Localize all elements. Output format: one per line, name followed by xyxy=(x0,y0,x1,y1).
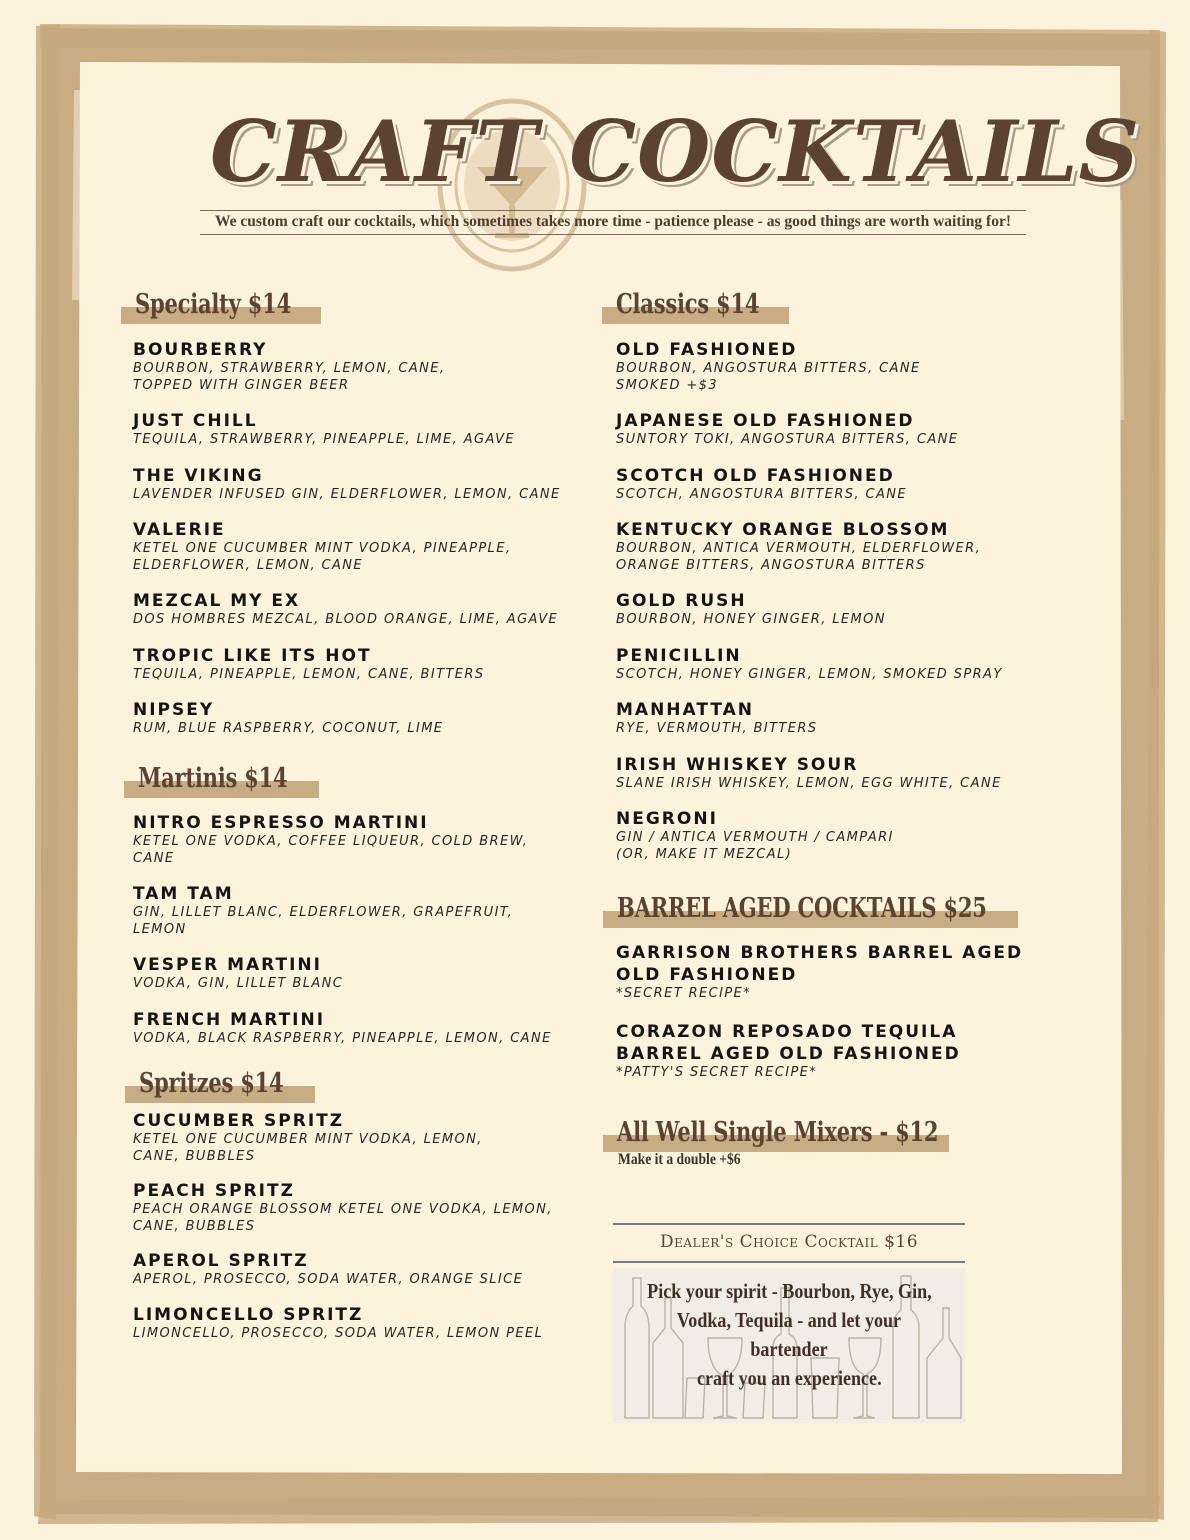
item-description: ELDERFLOWER, LEMON, CANE xyxy=(133,557,364,573)
menu-item xyxy=(133,812,552,867)
mixers-note: Make it a double +$6 xyxy=(618,1151,741,1168)
item-description: BOURBON, ANTICA VERMOUTH, ELDERFLOWER, xyxy=(616,541,982,556)
item-name: NITRO ESPRESSO MARTINI xyxy=(133,813,429,833)
item-description: VODKA, GIN, LILLET BLANC xyxy=(133,976,344,991)
dealers-choice-line: craft you an experience. xyxy=(696,1366,882,1390)
item-name: FRENCH MARTINI xyxy=(133,1009,326,1030)
menu-item xyxy=(133,1304,553,1343)
menu-item xyxy=(616,699,1003,738)
section-heading-specialty xyxy=(121,272,321,324)
menu-item xyxy=(133,1180,553,1235)
page-subtitle: We custom craft our cocktails, which sometimes takes more time - patience please - as good things are worth waiting for! xyxy=(200,210,1026,235)
menu-item xyxy=(616,754,1003,793)
dealers-choice-title: Dealer's Choice Cocktail $16 xyxy=(613,1223,965,1263)
item-description: LAVENDER INFUSED GIN, ELDERFLOWER, LEMON, CANE xyxy=(133,486,561,502)
menu-item xyxy=(616,645,1003,684)
barrel-list xyxy=(616,942,1023,1081)
item-name: JUST CHILL xyxy=(133,411,258,431)
item-name: APEROL SPRITZ xyxy=(133,1251,309,1271)
martinis-list xyxy=(133,812,552,1047)
item-description: TOPPED WITH GINGER BEER xyxy=(133,377,350,393)
menu-item xyxy=(133,883,552,938)
item-description: LEMON xyxy=(133,921,187,937)
section-title: All Well Single Mixers - $12 xyxy=(617,1117,939,1148)
menu-item xyxy=(616,590,1003,629)
section-heading-martinis xyxy=(124,746,319,798)
menu-item xyxy=(133,1110,553,1165)
menu-item xyxy=(616,410,1003,449)
dealers-choice-text xyxy=(613,1277,965,1393)
section-heading-mixers xyxy=(603,1100,949,1152)
item-description: TEQUILA, PINEAPPLE, LEMON, CANE, BITTERS xyxy=(133,666,485,682)
menu-item xyxy=(133,645,561,684)
item-name: TROPIC LIKE ITS HOT xyxy=(133,645,372,666)
menu-item xyxy=(133,410,561,449)
item-description: *SECRET RECIPE* xyxy=(616,986,752,1001)
page-title: CRAFT COCKTAILS xyxy=(210,102,1141,201)
menu-item xyxy=(133,1250,553,1289)
item-description: SUNTORY TOKI, ANGOSTURA BITTERS, CANE xyxy=(616,432,959,447)
item-description: GIN / ANTICA VERMOUTH / CAMPARI xyxy=(616,830,894,845)
item-name: GARRISON BROTHERS BARREL AGED xyxy=(616,943,1024,963)
section-heading-classics xyxy=(602,272,789,324)
menu-item xyxy=(133,339,561,394)
item-name: SCOTCH OLD FASHIONED xyxy=(616,465,895,486)
section-title: Spritzes $14 xyxy=(139,1068,284,1099)
item-description: TEQUILA, STRAWBERRY, PINEAPPLE, LIME, AGAVE xyxy=(133,432,516,447)
menu-item xyxy=(133,590,561,629)
item-name: CUCUMBER SPRITZ xyxy=(133,1111,345,1131)
item-name: PEACH SPRITZ xyxy=(133,1181,295,1201)
item-description: RUM, BLUE RASPBERRY, COCONUT, LIME xyxy=(133,721,444,736)
dealers-choice-box xyxy=(613,1223,965,1423)
item-description: BOURBON, HONEY GINGER, LEMON xyxy=(616,612,886,627)
item-name: VALERIE xyxy=(133,520,226,540)
item-description: CANE, BUBBLES xyxy=(133,1148,256,1164)
dealers-choice-body xyxy=(613,1268,965,1423)
item-description: APEROL, PROSECCO, SODA WATER, ORANGE SLICE xyxy=(133,1272,524,1287)
item-description: PEACH ORANGE BLOSSOM KETEL ONE VODKA, LEMON, xyxy=(133,1202,553,1217)
item-description: VODKA, BLACK RASPBERRY, PINEAPPLE, LEMON, CANE xyxy=(133,1030,552,1046)
item-name: NIPSEY xyxy=(133,700,215,720)
item-description: SMOKED +$3 xyxy=(616,377,719,393)
item-name: NEGRONI xyxy=(616,809,718,829)
section-heading-spritzes xyxy=(125,1051,315,1103)
item-name: PENICILLIN xyxy=(616,645,742,666)
section-title: Specialty $14 xyxy=(135,289,292,320)
section-heading-barrel xyxy=(603,876,1018,928)
item-name: VESPER MARTINI xyxy=(133,955,322,975)
item-name: CORAZON REPOSADO TEQUILA xyxy=(616,1021,958,1042)
menu-item xyxy=(133,465,561,504)
item-description: *PATTY'S SECRET RECIPE* xyxy=(616,1064,818,1080)
menu-item xyxy=(616,339,1003,394)
spritzes-list xyxy=(133,1110,553,1342)
item-description: KETEL ONE VODKA, COFFEE LIQUEUR, COLD BREW, xyxy=(133,834,529,849)
item-description: SCOTCH, HONEY GINGER, LEMON, SMOKED SPRAY xyxy=(616,666,1003,682)
item-description: KETEL ONE CUCUMBER MINT VODKA, LEMON, xyxy=(133,1132,483,1147)
item-description: SLANE IRISH WHISKEY, LEMON, EGG WHITE, CANE xyxy=(616,775,1002,791)
menu-item xyxy=(616,519,1003,574)
item-name: OLD FASHIONED xyxy=(616,340,798,360)
item-description: RYE, VERMOUTH, BITTERS xyxy=(616,721,818,736)
item-name: BOURBERRY xyxy=(133,340,268,360)
item-description: BOURBON, STRAWBERRY, LEMON, CANE, xyxy=(133,361,446,376)
item-name: GOLD RUSH xyxy=(616,591,747,611)
item-description: SCOTCH, ANGOSTURA BITTERS, CANE xyxy=(616,486,908,502)
menu-item xyxy=(616,808,1003,863)
item-name: KENTUCKY ORANGE BLOSSOM xyxy=(616,520,950,540)
menu-item xyxy=(616,465,1003,504)
item-description: (OR, MAKE IT MEZCAL) xyxy=(616,846,793,862)
section-title: Classics $14 xyxy=(616,289,760,320)
section-title: Martinis $14 xyxy=(138,763,288,794)
item-name: THE VIKING xyxy=(133,465,264,486)
item-name: JAPANESE OLD FASHIONED xyxy=(616,411,915,431)
item-name: MANHATTAN xyxy=(616,700,755,720)
item-name: OLD FASHIONED xyxy=(616,965,798,985)
dealers-choice-line: Vodka, Tequila - and let your bartender xyxy=(676,1308,902,1361)
item-name: BARREL AGED OLD FASHIONED xyxy=(616,1043,961,1064)
specialty-list xyxy=(133,339,561,738)
item-description: KETEL ONE CUCUMBER MINT VODKA, PINEAPPLE, xyxy=(133,541,512,556)
menu-item xyxy=(133,1009,552,1048)
menu-item xyxy=(133,519,561,574)
menu-item xyxy=(133,954,552,993)
item-name: IRISH WHISKEY SOUR xyxy=(616,754,859,775)
dealers-choice-line: Pick your spirit - Bourbon, Rye, Gin, xyxy=(646,1279,932,1303)
item-description: ORANGE BITTERS, ANGOSTURA BITTERS xyxy=(616,557,926,573)
menu-item xyxy=(616,942,1023,1003)
classics-list xyxy=(616,339,1003,863)
item-name: TAM TAM xyxy=(133,884,234,904)
item-name: MEZCAL MY EX xyxy=(133,591,301,611)
menu-item xyxy=(616,1021,1023,1082)
menu-item xyxy=(133,699,561,738)
item-description: CANE xyxy=(133,850,175,866)
item-description: GIN, LILLET BLANC, ELDERFLOWER, GRAPEFRUIT, xyxy=(133,905,514,920)
item-description: DOS HOMBRES MEZCAL, BLOOD ORANGE, LIME, AGAVE xyxy=(133,612,559,627)
item-name: LIMONCELLO SPRITZ xyxy=(133,1304,364,1325)
item-description: BOURBON, ANGOSTURA BITTERS, CANE xyxy=(616,361,921,376)
item-description: CANE, BUBBLES xyxy=(133,1218,256,1234)
section-title: BARREL AGED COCKTAILS $25 xyxy=(617,893,987,924)
item-description: LIMONCELLO, PROSECCO, SODA WATER, LEMON PEEL xyxy=(133,1325,544,1341)
